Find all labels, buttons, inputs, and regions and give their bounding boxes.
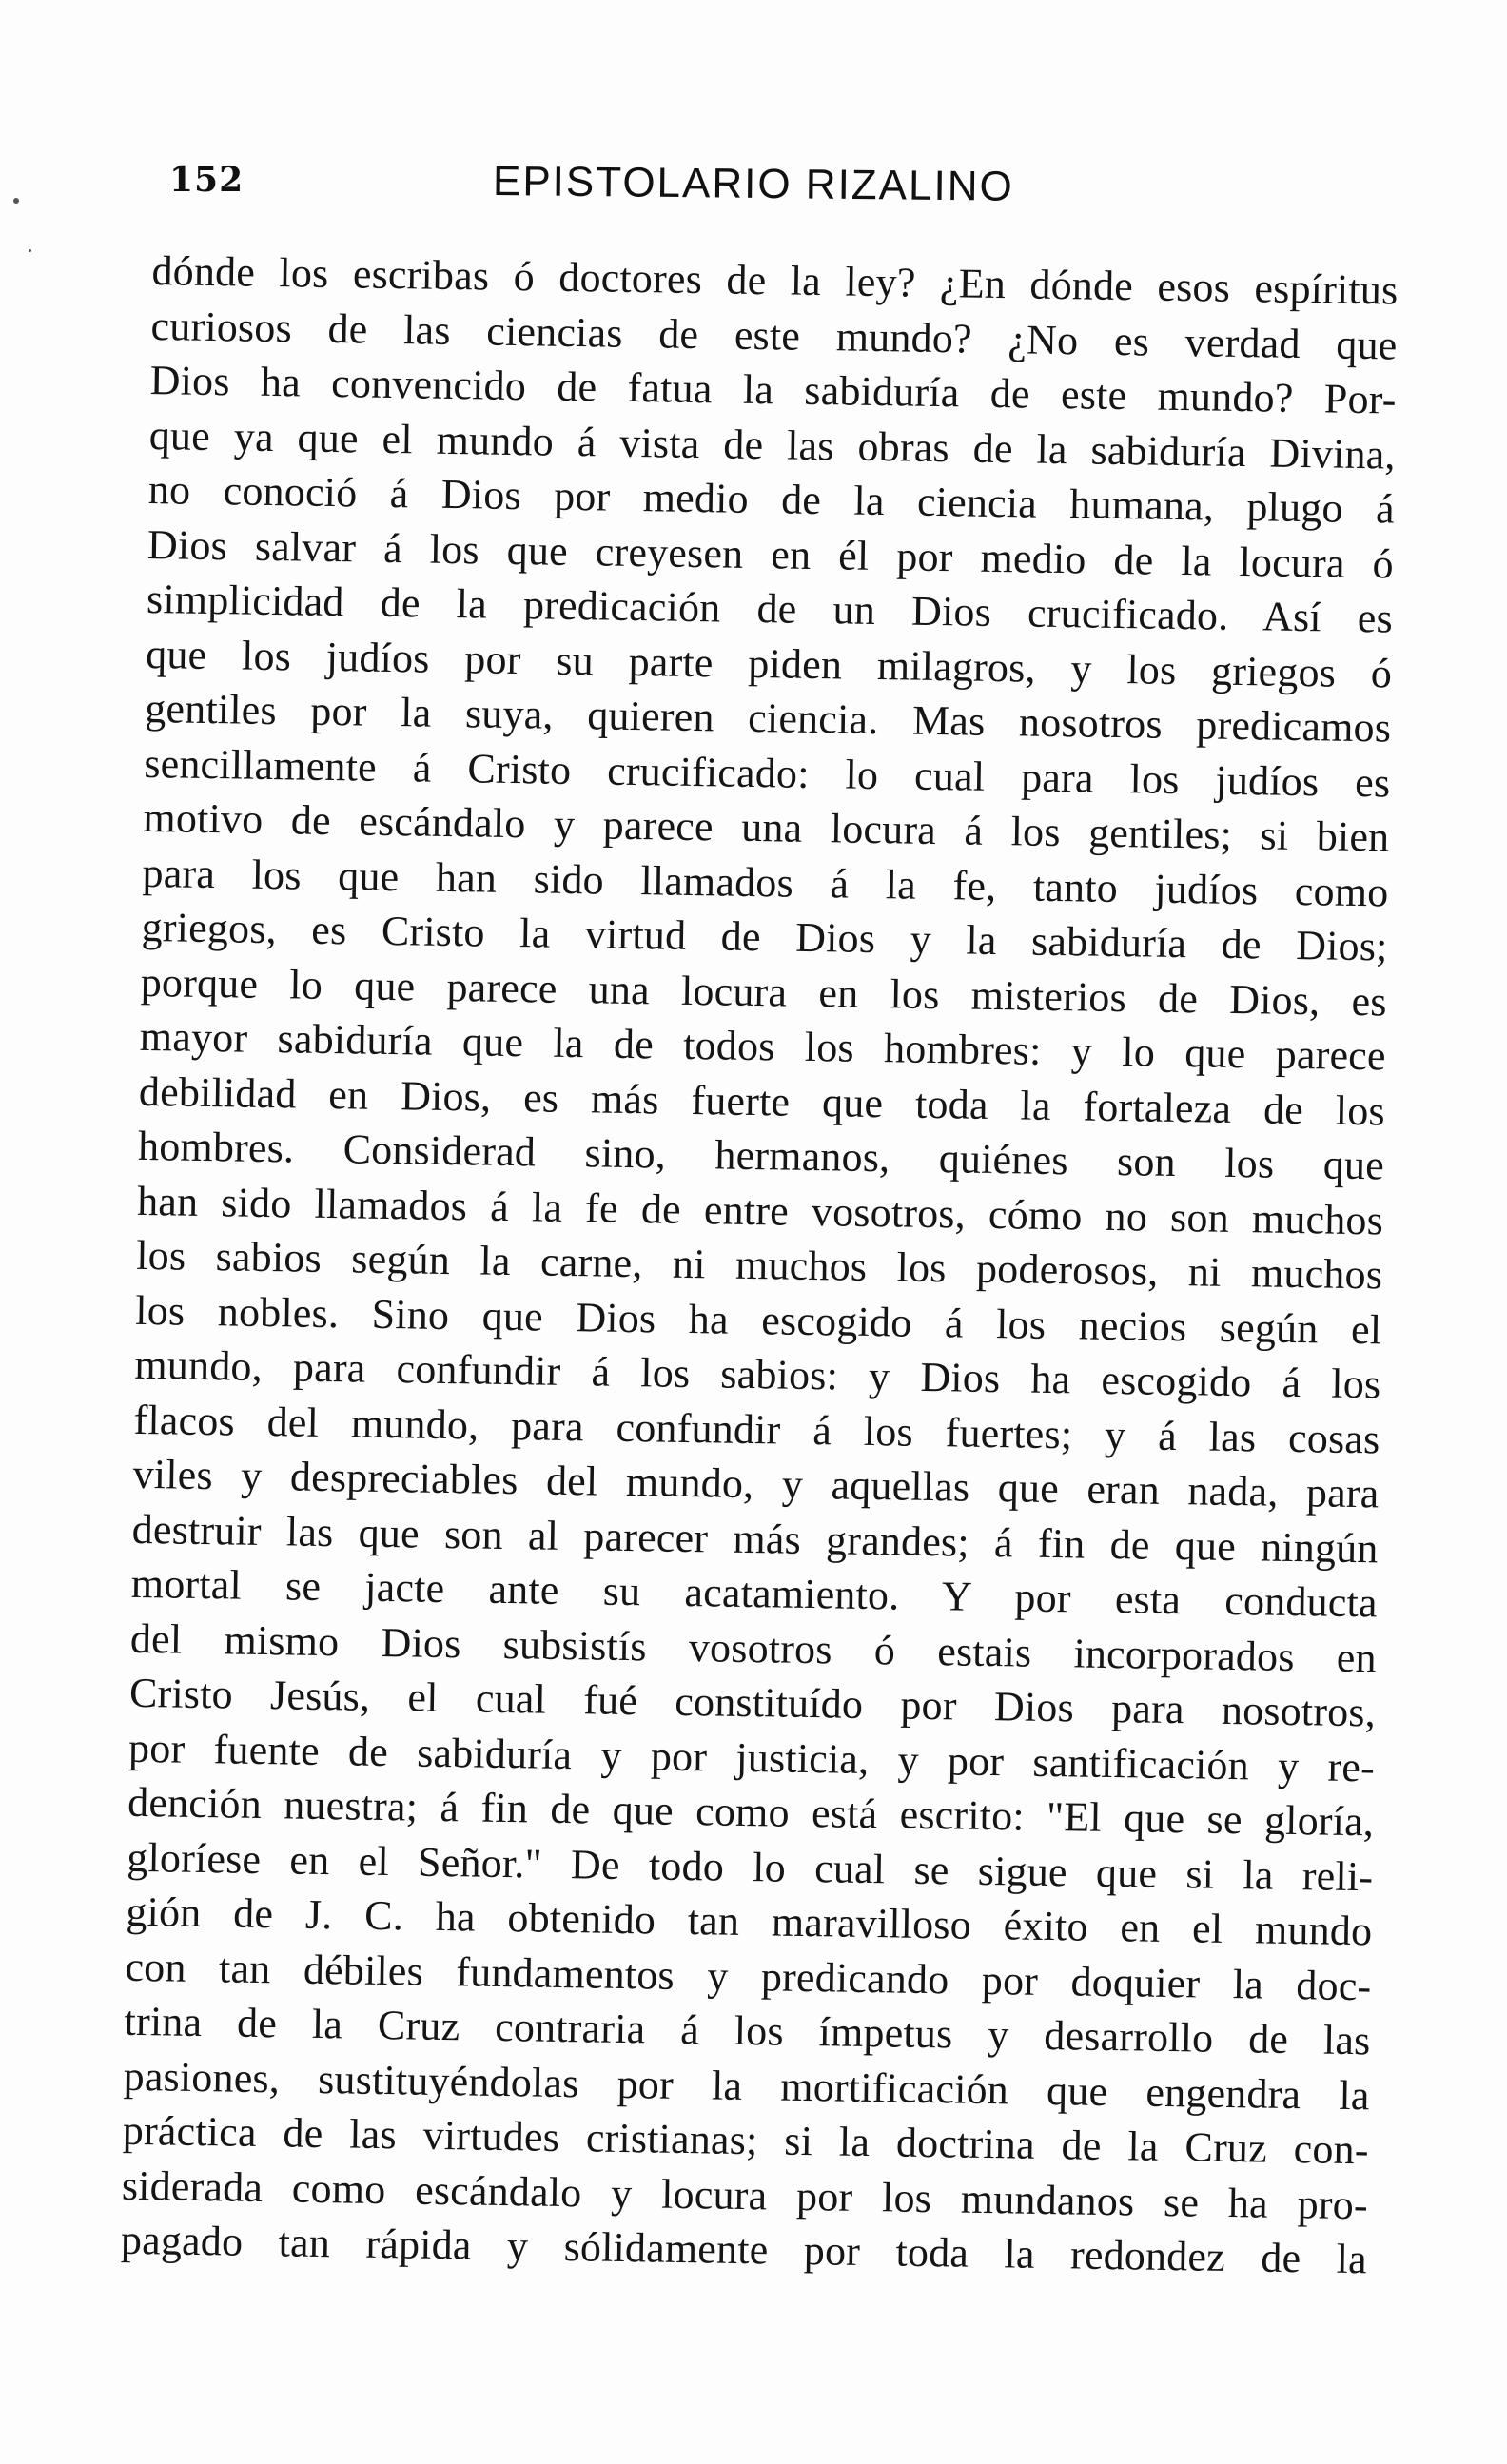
text-line: sencillamente á Cristo crucificado: lo cual para los judíos es bbox=[144, 739, 1391, 807]
text-line: gión de J. C. ha obtenido tan maravilloso éxito en el mundo bbox=[126, 1887, 1373, 1955]
page-number: 152 bbox=[169, 160, 245, 200]
page-header bbox=[169, 154, 1397, 211]
text-line: pasiones, sustituyéndolas por la mortificación que engendra la bbox=[123, 2052, 1370, 2119]
text-line: no conoció á Dios por medio de la ciencia humana, plugo á bbox=[147, 465, 1396, 533]
text-line: los sabios según la carne, ni muchos los poderosos, ni muchos bbox=[135, 1231, 1383, 1299]
text-line: destruir las que son al parecer más grandes; á fin de que ningún bbox=[131, 1505, 1380, 1572]
text-line: dención nuestra; á fin de que como está escrito: "El que se gloría, bbox=[127, 1778, 1375, 1846]
text-line: han sido llamados á la fe de entre vosotros, cómo no son muchos bbox=[136, 1177, 1384, 1243]
text-line: trina de la Cruz contraria á los ímpetus y desarrollo de las bbox=[124, 1997, 1371, 2064]
text-line: flacos del mundo, para confundir á los fuertes; y á las cosas bbox=[133, 1396, 1380, 1462]
text-line: Dios salvar á los que creyesen en él por medio de la locura ó bbox=[147, 520, 1395, 588]
text-line: mayor sabiduría que la de todos los hombres: y lo que parece bbox=[139, 1012, 1387, 1080]
text-line: Cristo Jesús, el cual fué constituído por Dios para nosotros, bbox=[128, 1669, 1377, 1736]
text-line: práctica de las virtudes cristianas; si la doctrina de la Cruz con- bbox=[122, 2106, 1370, 2174]
text-line: simplicidad de la predicación de un Dios crucificado. Así es bbox=[146, 575, 1394, 642]
text-line: que ya que el mundo á vista de las obras de la sabiduría Divina, bbox=[148, 411, 1397, 479]
text-line: curiosos de las ciencias de este mundo? ¿No es verdad que bbox=[150, 302, 1398, 369]
text-line: motivo de escándalo y parece una locura á los gentiles; si bien bbox=[143, 793, 1390, 861]
text-line: gentiles por la suya, quieren ciencia. Mas nosotros predicamos bbox=[144, 684, 1392, 752]
text-line: del mismo Dios subsistís vosotros ó estais incorporados en bbox=[129, 1614, 1378, 1681]
text-line: mortal se jacte ante su acatamiento. Y por esta conducta bbox=[130, 1559, 1379, 1627]
print-speck bbox=[29, 249, 31, 252]
text-line: por fuente de sabiduría y por justicia, y por santificación y re- bbox=[127, 1724, 1376, 1790]
text-line: para los que han sido llamados á la fe, tanto judíos como bbox=[142, 849, 1389, 915]
text-line: debilidad en Dios, es más fuerte que toda la fortaleza de los bbox=[138, 1067, 1386, 1134]
text-line: pagado tan rápida y sólidamente por toda la redondez de la bbox=[120, 2216, 1368, 2283]
text-line: mundo, para confundir á los sabios: y Dios ha escogido á los bbox=[134, 1340, 1381, 1408]
body-text bbox=[121, 244, 1399, 2287]
text-line: hombres. Considerad sino, hermanos, quiénes son los que bbox=[137, 1122, 1385, 1189]
text-line: siderada como escándalo y locura por los mundanos se ha pro- bbox=[121, 2161, 1369, 2228]
text-line: con tan débiles fundamentos y predicando por doquier la doc- bbox=[125, 1943, 1372, 2009]
print-speck bbox=[13, 198, 19, 204]
running-title: EPISTOLARIO RIZALINO bbox=[492, 158, 1014, 210]
text-line: los nobles. Sino que Dios ha escogido á los necios según el bbox=[135, 1286, 1382, 1353]
text-line: dónde los escribas ó doctores de la ley? ¿En dónde esos espíritus bbox=[151, 246, 1399, 314]
text-line: Dios ha convencido de fatua la sabiduría de este mundo? Por- bbox=[149, 356, 1397, 423]
text-line: viles y despreciables del mundo, y aquellas que eran nada, para bbox=[132, 1450, 1380, 1517]
text-line: griegos, es Cristo la virtud de Dios y la sabiduría de Dios; bbox=[141, 903, 1388, 970]
text-line: que los judíos por su parte piden milagros, y los griegos ó bbox=[145, 630, 1393, 697]
text-line: porque lo que parece una locura en los misterios de Dios, es bbox=[140, 958, 1388, 1025]
text-line: gloríese en el Señor." De todo lo cual se sigue que si la reli- bbox=[126, 1833, 1374, 1900]
